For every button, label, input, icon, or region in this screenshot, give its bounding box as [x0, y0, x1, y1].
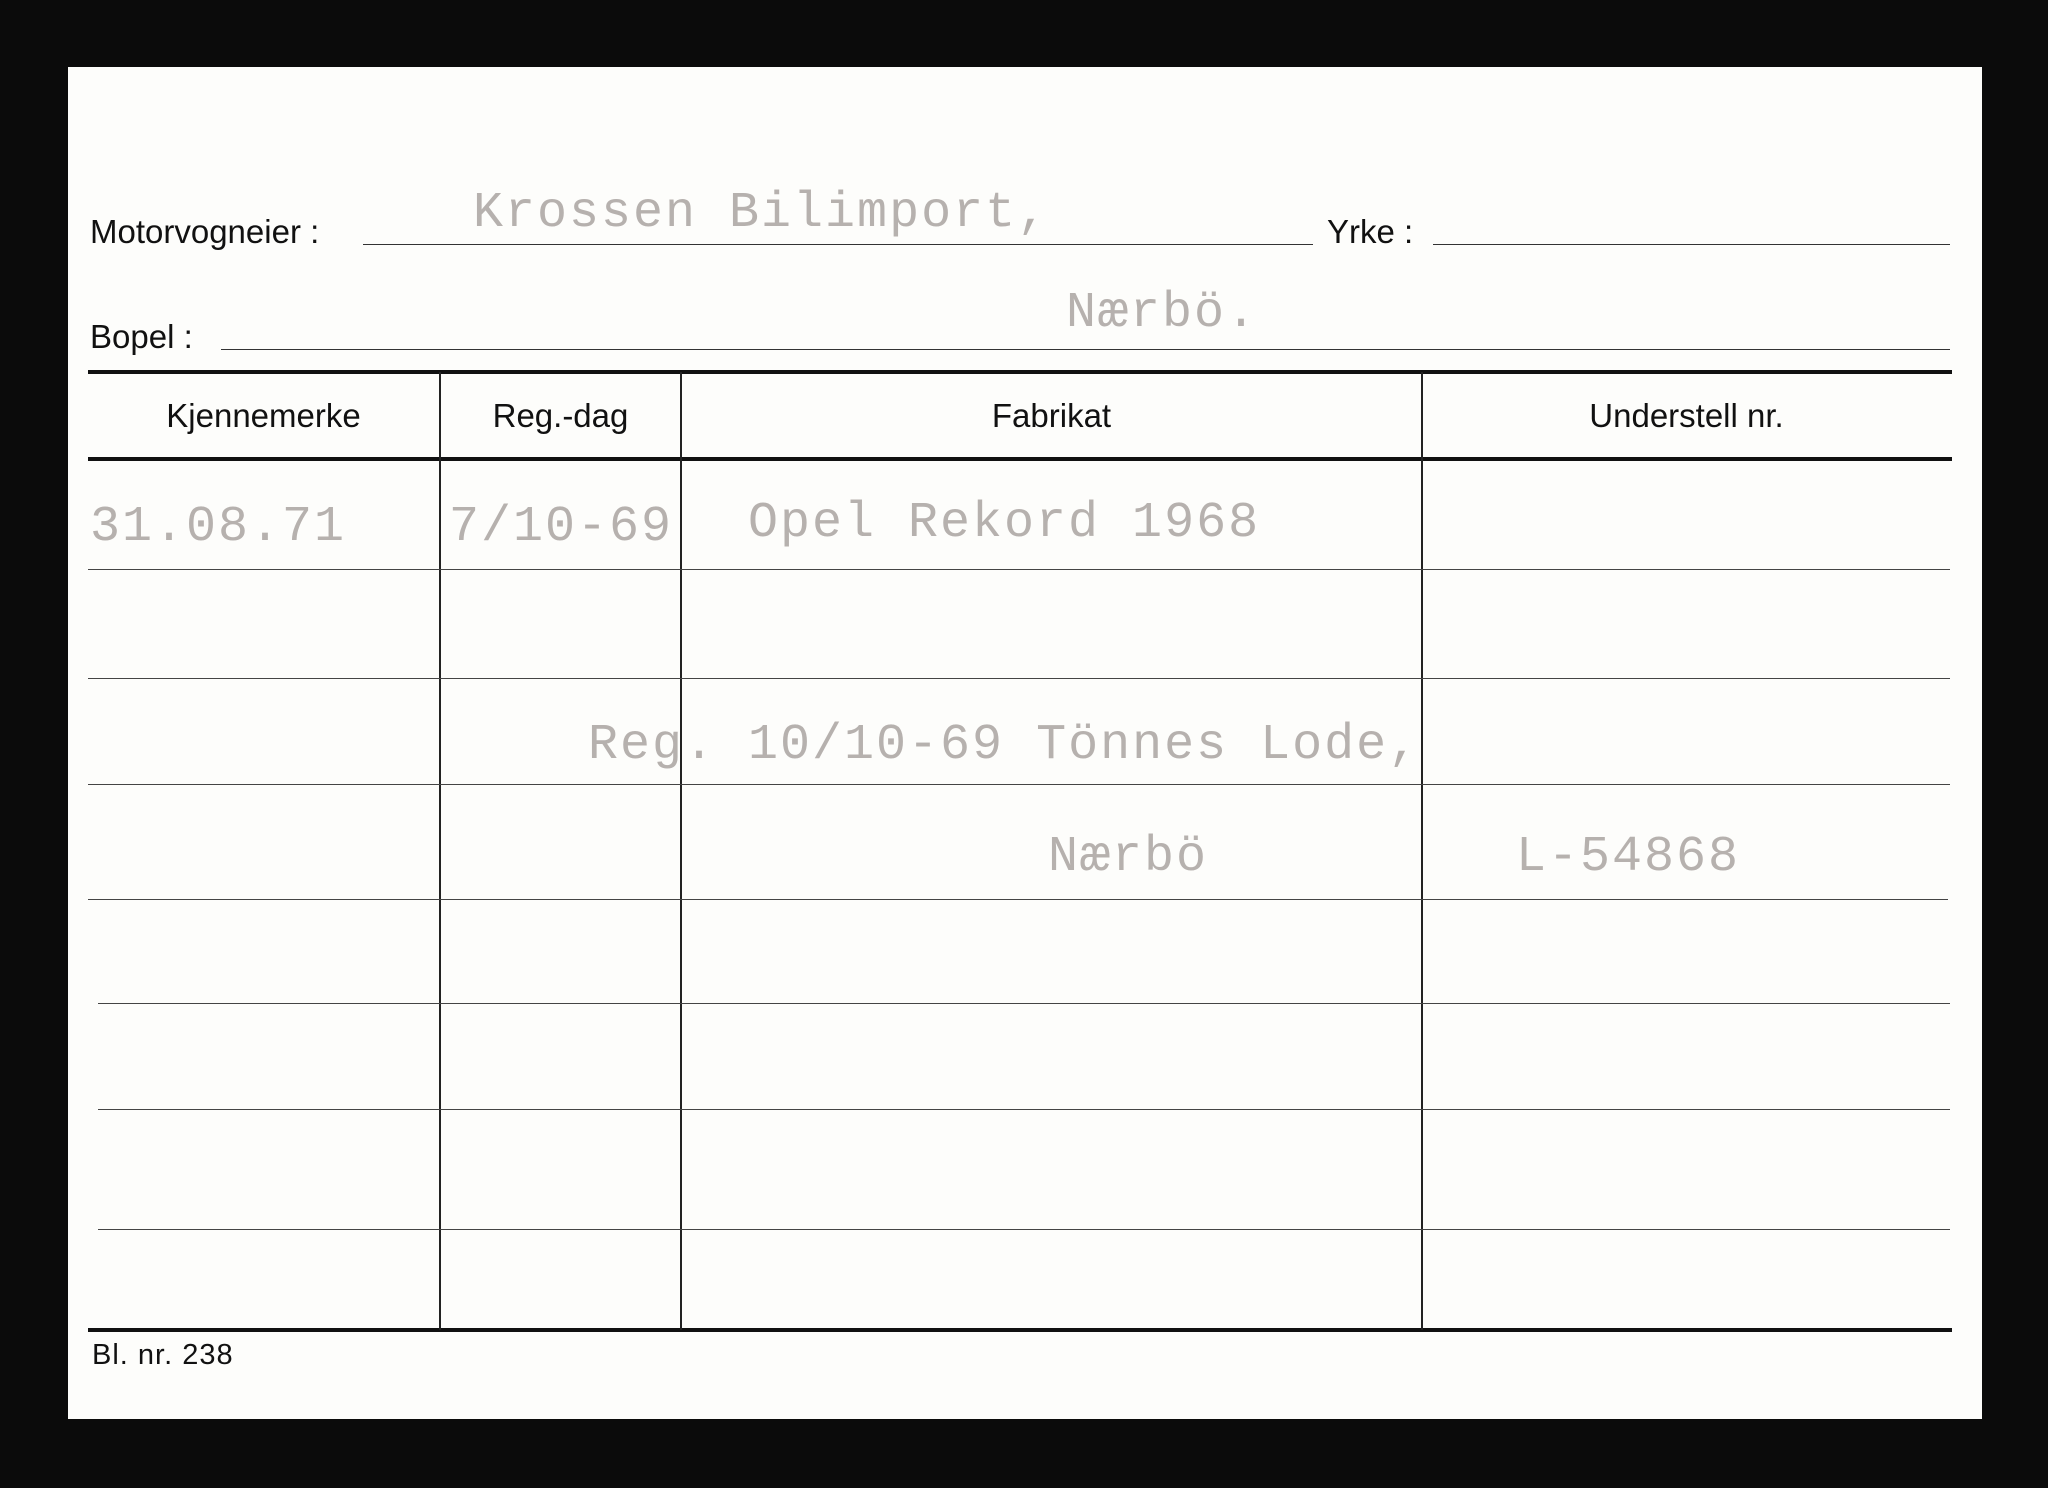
column-divider-1	[439, 372, 441, 1330]
table-bottom-rule	[88, 1328, 1952, 1332]
row1-kjennemerke: 31.08.71	[90, 499, 347, 556]
table-header-rule	[88, 457, 1952, 461]
table-top-rule	[88, 370, 1952, 374]
residence-underline	[221, 349, 1950, 350]
note-plate: L-54868	[1516, 829, 1741, 886]
residence-value: Nærbö.	[1066, 285, 1259, 342]
residence-label: Bopel :	[90, 318, 193, 355]
registration-card	[68, 67, 1982, 1419]
note-place: Nærbö	[1048, 829, 1209, 886]
owner-underline	[363, 244, 1313, 245]
form-number: Bl. nr. 238	[92, 1339, 234, 1371]
column-header-understell: Understell nr.	[1589, 397, 1784, 434]
occupation-label: Yrke :	[1327, 213, 1414, 250]
column-divider-3	[1421, 372, 1423, 1330]
column-divider-2	[680, 372, 682, 1330]
row-rule	[98, 1109, 1950, 1110]
row-rule	[88, 899, 1948, 900]
column-header-kjennemerke: Kjennemerke	[166, 397, 361, 434]
row-rule	[98, 1003, 1950, 1004]
row-rule	[88, 569, 1950, 570]
row1-fabrikat: Opel Rekord 1968	[748, 495, 1261, 552]
row-rule	[98, 1229, 1950, 1230]
occupation-underline	[1433, 244, 1950, 245]
column-header-fabrikat: Fabrikat	[991, 397, 1112, 434]
owner-value: Krossen Bilimport,	[473, 185, 1050, 242]
row-rule	[88, 784, 1950, 785]
row-rule	[88, 678, 1950, 679]
column-header-reg-dag: Reg.-dag	[492, 397, 629, 434]
registration-note: Reg. 10/10-69 Tönnes Lode,	[588, 717, 1421, 774]
row1-reg-dag: 7/10-69	[449, 499, 674, 556]
owner-label: Motorvogneier :	[90, 213, 320, 250]
